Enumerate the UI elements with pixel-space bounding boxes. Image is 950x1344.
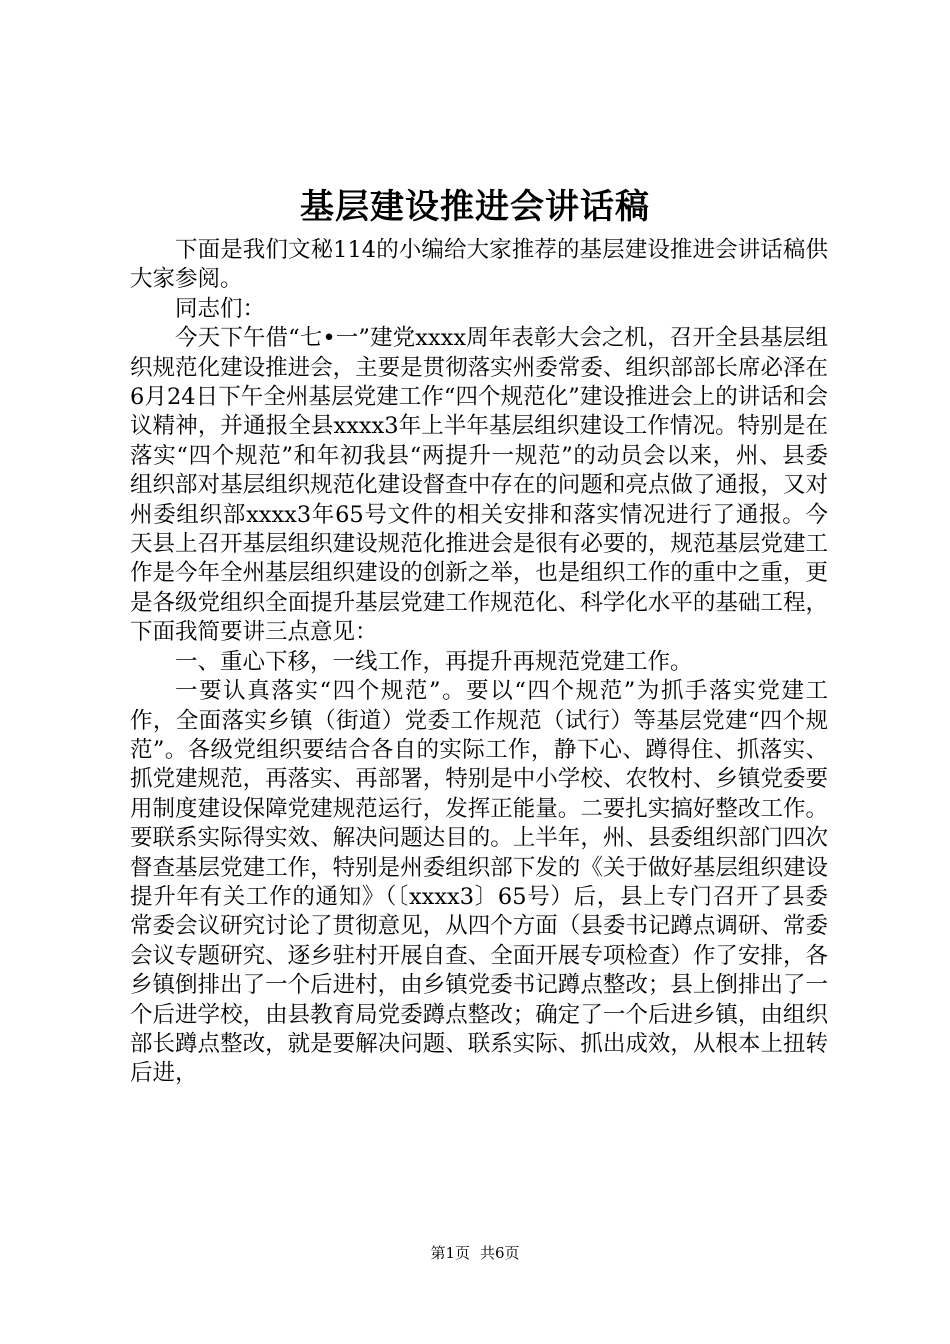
paragraph-salutation: 同志们： [175,295,266,322]
page-number: 第1页 [430,1244,470,1262]
page-footer [0,1243,950,1263]
paragraph-opening: 今天下午借“七•一”建党xxxx周年表彰大会之机，召开全县基层组织规范化建设推进会，主要是贯彻落实州委常委、组织部部长席必泽在6月24日下午全州基层党建工作“四个规范化”建设推进会上的讲话和会议精神，并通报全县xxxx3年上半年基层组织建设工作情况。特别是在落实“四个规范”和年初我县“两提升一规范”的动员会以来，州、县委组织部对基层组织规范化建设督查中存在的问题和亮点做了通报，又对州委组织部xxxx3年65号文件的相关安排和落实情况进行了通报。今天县上召开基层组织建设规范化推进会是很有必要的，规范基层党建工作是今年全州基层组织建设的创新之举，也是组织工作的重中之重，更是各级党组织全面提升基层党建工作规范化、科学化水平的基础工程，下面我简要讲三点意见： [130,325,828,646]
page-total: 共6页 [480,1244,520,1262]
paragraph-section-heading: 一、重心下移，一线工作，再提升再规范党建工作。 [175,648,693,675]
paragraph-section-body: 一要认真落实“四个规范”。要以“四个规范”为抓手落实党建工作，全面落实乡镇（街道）党委工作规范（试行）等基层党建“四个规范”。各级党组织要结合各自的实际工作，静下心、蹲得住、抓落实、抓党建规范，再落实、再部署，特别是中小学校、农牧村、乡镇党委要用制度建设保障党建规范运行，发挥正能量。二要扎实搞好整改工作。要联系实际得实效、解决问题达目的。上半年，州、县委组织部门四次督查基层党建工作，特别是州委组织部下发的《关于做好基层组织建设提升年有关工作的通知》（〔xxxx3〕65号）后，县上专门召开了县委常委会议研究讨论了贯彻意见，从四个方面（县委书记蹲点调研、常委会议专题研究、逐乡驻村开展自查、全面开展专项检查）作了安排，各乡镇倒排出了一个后进村，由乡镇党委书记蹲点整改；县上倒排出了一个后进学校，由县教育局党委蹲点整改；确定了一个后进乡镇，由组织部长蹲点整改，就是要解决问题、联系实际、抓出成效，从根本上扭转后进， [130,678,828,1087]
paragraph-intro: 下面是我们文秘114的小编给大家推荐的基层建设推进会讲话稿供大家参阅。 [130,237,828,293]
document-body [130,236,828,1089]
document-title: 基层建设推进会讲话稿 [300,187,650,227]
